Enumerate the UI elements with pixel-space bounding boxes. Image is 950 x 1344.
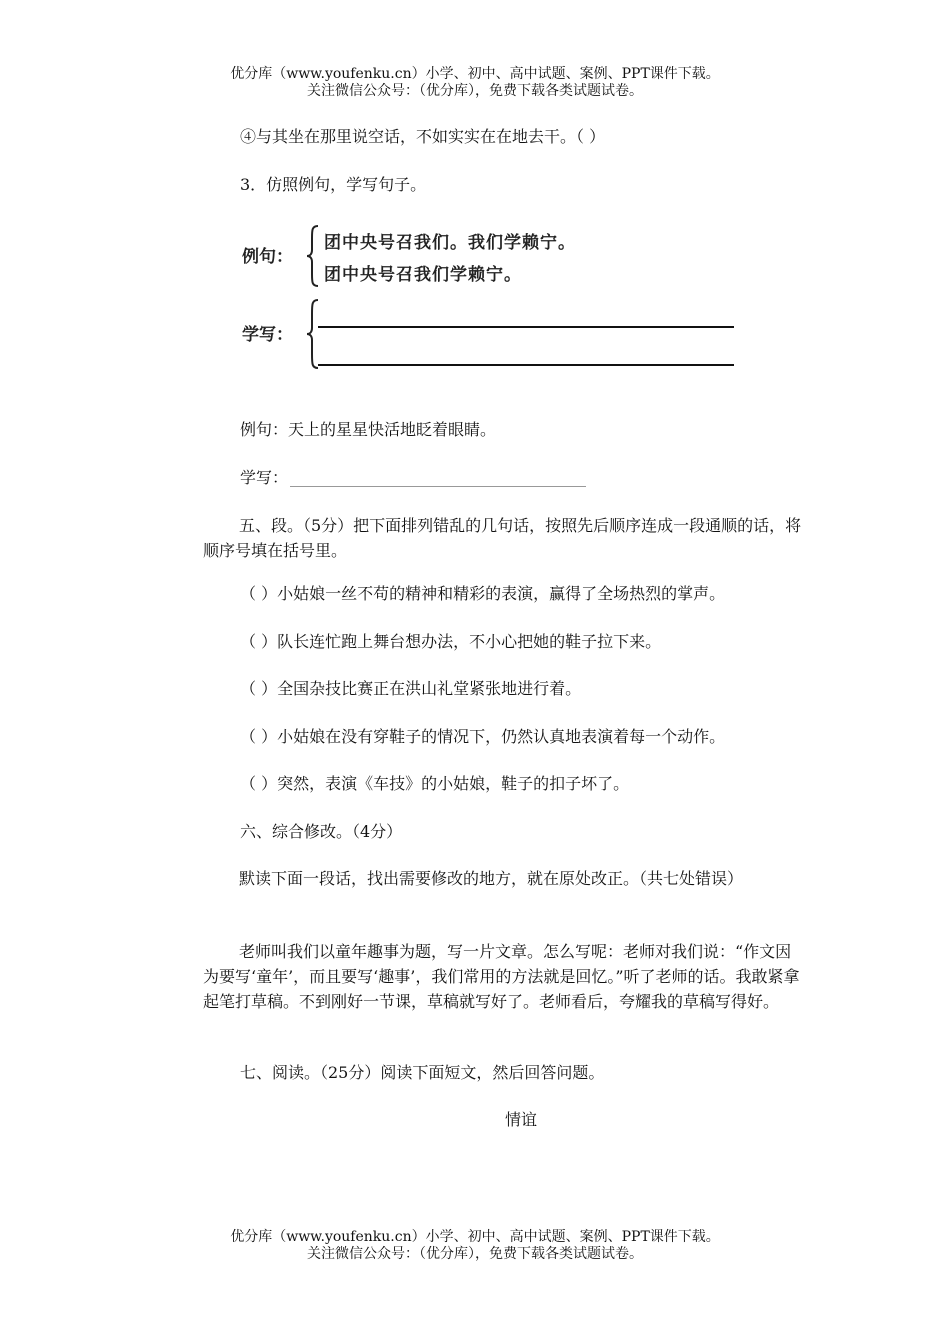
answer-row: [240, 466, 586, 490]
page-footer: [0, 1229, 950, 1263]
writing-line-2: [318, 364, 734, 366]
example-line-2: 团中央号召我们学赖宁。: [324, 265, 522, 285]
header-line-1: 优分库（www.youfenku.cn）小学、初中、高中试题、案例、PPT课件下载。: [230, 66, 720, 82]
section-6-title: 六、综合修改。（4分）: [240, 822, 403, 841]
q3-title: 3．仿照例句，学写句子。: [240, 175, 427, 194]
section-5-item: （ ）突然，表演《车技》的小姑娘，鞋子的扣子坏了。: [240, 774, 630, 793]
header-line-2: 关注微信公众号：（优分库），免费下载各类试题试卷。: [307, 83, 643, 99]
section-6-passage: 老师叫我们以童年趣事为题，写一片文章。怎么写呢：老师对我们说：“作文因为要写‘童年’，而且要写‘趣事’，我们常用的方法就是回忆。”听了老师的话。我敢紧拿起笔打草稿。不到刚好一节课，草稿就写好了。老师看后，夸耀我的草稿写得好。: [203, 942, 800, 1011]
left-brace-icon: [306, 298, 320, 370]
left-brace-icon: [306, 224, 320, 288]
example-line-1: 团中央号召我们。我们学赖宁。: [324, 233, 576, 253]
example-sentence-image: [236, 218, 746, 378]
answer-label: 学写：: [240, 468, 289, 487]
section-6-instruction: 默读下面一段话，找出需要修改的地方，就在原处改正。（共七处错误）: [239, 869, 744, 888]
article-title: 情谊: [505, 1110, 538, 1129]
footer-line-2: 关注微信公众号：（优分库），免费下载各类试题试卷。: [307, 1246, 643, 1262]
example-sentence-2: 例句：天上的星星快活地眨着眼睛。: [240, 420, 497, 439]
q2-item-4: ④与其坐在那里说空话，不如实实在在地去干。（ ）: [240, 127, 606, 146]
section-5-item: （ ）小姑娘在没有穿鞋子的情况下，仍然认真地表演着每一个动作。: [240, 727, 726, 746]
example-label: 例句：: [242, 247, 293, 267]
writing-line-1: [318, 326, 734, 328]
answer-blank[interactable]: [290, 470, 586, 487]
write-label: 学写：: [242, 325, 293, 345]
page-header: [0, 66, 950, 100]
section-5-item: （ ）队长连忙跑上舞台想办法，不小心把她的鞋子拉下来。: [240, 632, 662, 651]
section-5-item: （ ）全国杂技比赛正在洪山礼堂紧张地进行着。: [240, 679, 582, 698]
section-5-item: （ ）小姑娘一丝不苟的精神和精彩的表演，赢得了全场热烈的掌声。: [240, 584, 726, 603]
section-7-title: 七、阅读。（25分）阅读下面短文，然后回答问题。: [240, 1063, 605, 1082]
footer-line-1: 优分库（www.youfenku.cn）小学、初中、高中试题、案例、PPT课件下载。: [230, 1229, 720, 1245]
section-5-title: 五、段。（5分）把下面排列错乱的几句话，按照先后顺序连成一段通顺的话，将顺序号填在括号里。: [203, 516, 802, 560]
